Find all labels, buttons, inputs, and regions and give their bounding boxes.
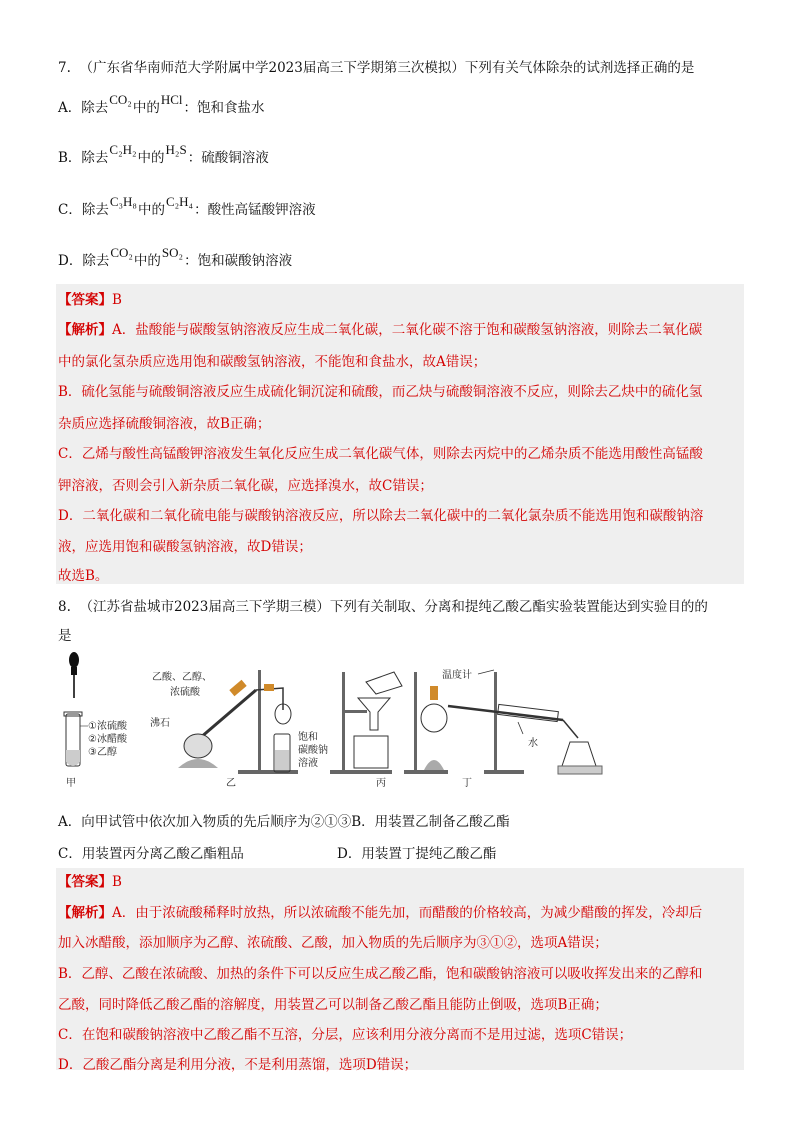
q8-option-ab [58, 812, 510, 832]
svg-text:①浓硫酸: ①浓硫酸 [88, 721, 127, 732]
svg-text:乙: 乙 [226, 778, 236, 789]
q7-analysis-line: C．乙烯与酸性高锰酸钾溶液发生氧化反应生成二氧化碳气体，则除去丙烷中的乙烯杂质不能选用酸性高锰酸 [58, 446, 703, 462]
question-source: （广东省华南师范大学附属中学2023届高三下学期第三次模拟） [79, 60, 465, 76]
apparatus-yi [150, 670, 328, 789]
q8-option-b: B．用装置乙制备乙酸乙酯 [351, 814, 510, 830]
apparatus-jia [64, 652, 128, 789]
q7-analysis-line: 钾溶液，否则会引入新杂质二氧化碳，应选择溴水，故C错误； [58, 478, 433, 494]
chem-formula: SO₂ [161, 245, 184, 260]
chem-formula: H₂S [165, 142, 187, 157]
q7-analysis-line: 中的氯化氢杂质应选用饱和碳酸氢钠溶液，不能饱和食盐水，故A错误； [58, 354, 487, 370]
q8-stem [58, 597, 708, 617]
svg-text:丁: 丁 [462, 778, 472, 789]
question-source: （江苏省盐城市2023届高三下学期三模） [79, 599, 330, 615]
svg-text:②冰醋酸: ②冰醋酸 [88, 734, 127, 745]
apparatus-bing [330, 672, 402, 789]
q7-analysis-line: 杂质应选择硫酸铜溶液，故B正确； [58, 416, 271, 432]
q8-analysis-line: 加入冰醋酸，添加顺序为乙醇、浓硫酸、乙酸，加入物质的先后顺序为③①②，选项A错误； [58, 935, 608, 951]
svg-text:丙: 丙 [376, 778, 386, 789]
svg-text:浓硫酸: 浓硫酸 [170, 687, 200, 698]
svg-text:溶液: 溶液 [298, 758, 318, 769]
svg-text:水: 水 [528, 738, 538, 749]
q7-analysis-line: 液，应选用饱和碳酸氢钠溶液，故D错误； [58, 539, 312, 555]
question-number: 8. [58, 599, 71, 615]
chem-formula: CO₂ [109, 92, 132, 107]
q7-stem [58, 58, 694, 78]
q7-option-d: D．除去CO₂中的SO₂：饱和碳酸钠溶液 [58, 245, 293, 269]
q7-analysis-line: B．硫化氢能与硫酸铜溶液反应生成硫化铜沉淀和硫酸，而乙炔与硫酸铜溶液不反应，则除去乙炔中的硫化氢 [58, 384, 703, 400]
svg-text:甲: 甲 [66, 778, 76, 789]
chem-formula: HCl [160, 92, 183, 107]
q7-analysis-line: 故选B。 [58, 568, 109, 584]
q8-analysis-line: C．在饱和碳酸钠溶液中乙酸乙酯不互溶，分层，应该利用分液分离而不是用过滤，选项C错误； [58, 1027, 633, 1043]
svg-text:沸石: 沸石 [150, 718, 170, 729]
q8-option-c: C．用装置丙分离乙酸乙酯粗品 [58, 846, 244, 862]
svg-text:③乙醇: ③乙醇 [88, 747, 117, 758]
q7-answer: 【答案】B [58, 292, 122, 308]
question-stem: 下列有关气体除杂的试剂选择正确的是 [464, 60, 695, 76]
q8-option-a: A．向甲试管中依次加入物质的先后顺序为②①③ [58, 814, 352, 830]
q7-analysis-line: D．二氧化碳和二氧化硫电能与碳酸钠溶液反应，所以除去二氧化碳中的二氧化氯杂质不能选用饱和碳酸钠溶 [58, 508, 704, 524]
q8-stem-cont: 是 [58, 628, 72, 644]
q8-analysis-line: B．乙醇、乙酸在浓硫酸、加热的条件下可以反应生成乙酸乙酯，饱和碳酸钠溶液可以吸收挥发出来的乙醇和 [58, 966, 703, 982]
q7-option-c: C．除去C₃H₈中的C₂H₄：酸性高锰酸钾溶液 [58, 194, 316, 218]
chem-formula: C₃H₈ [109, 194, 137, 209]
q8-option-d: D．用装置丁提纯乙酸乙酯 [337, 846, 497, 862]
chem-formula: C₂H₂ [109, 142, 137, 157]
q8-analysis-line: D．乙酸乙酯分离是利用分液，不是利用蒸馏，选项D错误； [58, 1057, 418, 1073]
svg-text:乙酸、乙醇、: 乙酸、乙醇、 [152, 672, 212, 683]
svg-text:碳酸钠: 碳酸钠 [298, 745, 328, 756]
apparatus-figure [58, 650, 758, 790]
question-number: 7. [58, 60, 71, 76]
chem-formula: CO₂ [110, 245, 133, 260]
q8-analysis-line: 乙酸，同时降低乙酸乙酯的溶解度，用装置乙可以制备乙酸乙酯且能防止倒吸，选项B正确； [58, 997, 608, 1013]
q8-analysis-line: 【解析】A．由于浓硫酸稀释时放热，所以浓硫酸不能先加，而醋酸的价格较高，为减少醋酸的挥发，冷却后 [58, 905, 703, 921]
q7-option-b: B．除去C₂H₂中的H₂S：硫酸铜溶液 [58, 142, 269, 166]
q7-analysis-line: 【解析】A．盐酸能与碳酸氢钠溶液反应生成二氧化碳，二氧化碳不溶于饱和碳酸氢钠溶液，则除去二氧化碳 [58, 322, 703, 338]
apparatus-ding [404, 668, 602, 789]
svg-text:温度计: 温度计 [442, 670, 472, 681]
q7-option-a: A．除去CO₂中的HCl：饱和食盐水 [58, 92, 265, 116]
question-stem: 下列有关制取、分离和提纯乙酸乙酯实验装置能达到实验目的的 [329, 599, 708, 615]
chem-formula: C₂H₄ [165, 194, 194, 209]
q8-answer: 【答案】B [58, 874, 122, 890]
svg-text:饱和: 饱和 [298, 732, 318, 743]
